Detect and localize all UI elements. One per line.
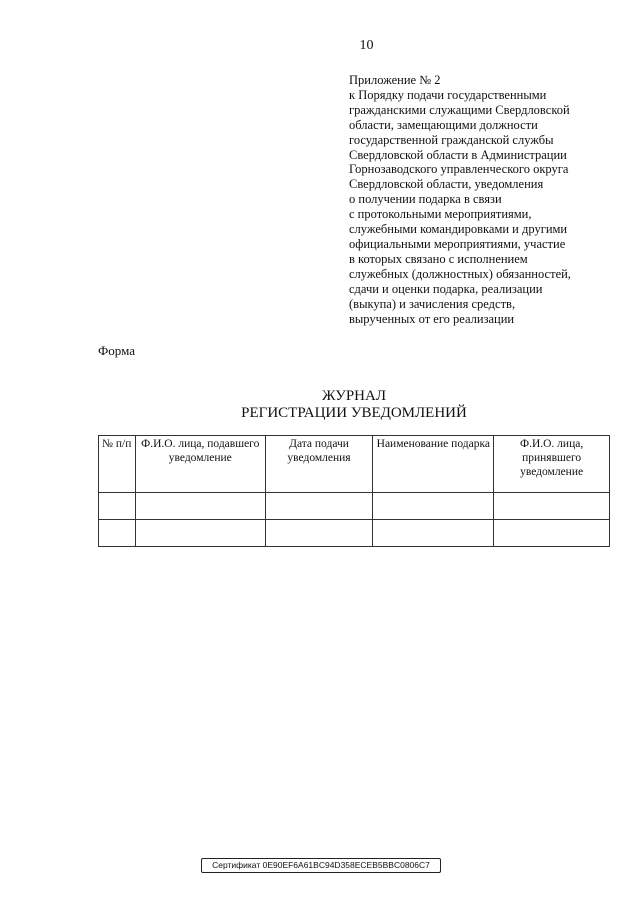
appendix-line: с протокольными мероприятиями, [349,207,532,222]
journal-title-line2: РЕГИСТРАЦИИ УВЕДОМЛЕНИЙ [241,405,467,421]
table-cell [265,493,373,520]
table-header-row [99,436,610,493]
appendix-line: официальными мероприятиями, участие [349,236,566,251]
table-cell [373,520,494,547]
certificate-stamp: Сертификат 0E90EF6A61BC94D358ECEB5BBC0806C7 [201,858,441,873]
appendix-line: служебных (должностных) обязанностей, [349,266,571,281]
column-header-submitter-name: Ф.И.О. лица, подавшего уведомление [135,436,265,493]
appendix-line: Горнозаводского управленческого округа [349,162,569,177]
table-cell [494,520,610,547]
form-label: Форма [98,343,135,358]
table-row [99,493,610,520]
appendix-line: области, замещающими должности [349,117,538,132]
journal-title-line1: ЖУРНАЛ [321,388,387,404]
appendix-line: в которых связано с исполнением [349,251,528,266]
column-header-gift-name: Наименование подарка [373,436,494,493]
table-cell [265,520,373,547]
registration-table [98,435,610,547]
page-number: 10 [359,38,374,53]
column-header-receiver-name: Ф.И.О. лица, принявшего уведомление [494,436,610,493]
appendix-line: Приложение № 2 [349,73,441,87]
appendix-line: к Порядку подачи государственными [349,87,547,102]
column-header-number: № п/п [99,436,136,493]
appendix-line: Свердловской области в Администрации [349,147,567,162]
journal-title [98,388,610,422]
appendix-line: Свердловской области, уведомления [349,177,544,192]
table-cell [99,520,136,547]
table-cell [373,493,494,520]
appendix-line: вырученных от его реализации [349,311,515,326]
table-cell [99,493,136,520]
table-row [99,520,610,547]
appendix-line: (выкупа) и зачисления средств, [349,296,516,311]
table-cell [494,493,610,520]
appendix-line: о получении подарка в связи [349,192,502,207]
table-cell [135,520,265,547]
appendix-line: гражданскими служащими Свердловской [349,102,570,117]
appendix-line: служебными командировками и другими [349,222,568,237]
appendix-line: государственной гражданской службы [349,132,554,147]
appendix-line: сдачи и оценки подарка, реализации [349,281,543,296]
table-cell [135,493,265,520]
column-header-submission-date: Дата подачи уведомления [265,436,373,493]
appendix-reference [349,73,599,326]
